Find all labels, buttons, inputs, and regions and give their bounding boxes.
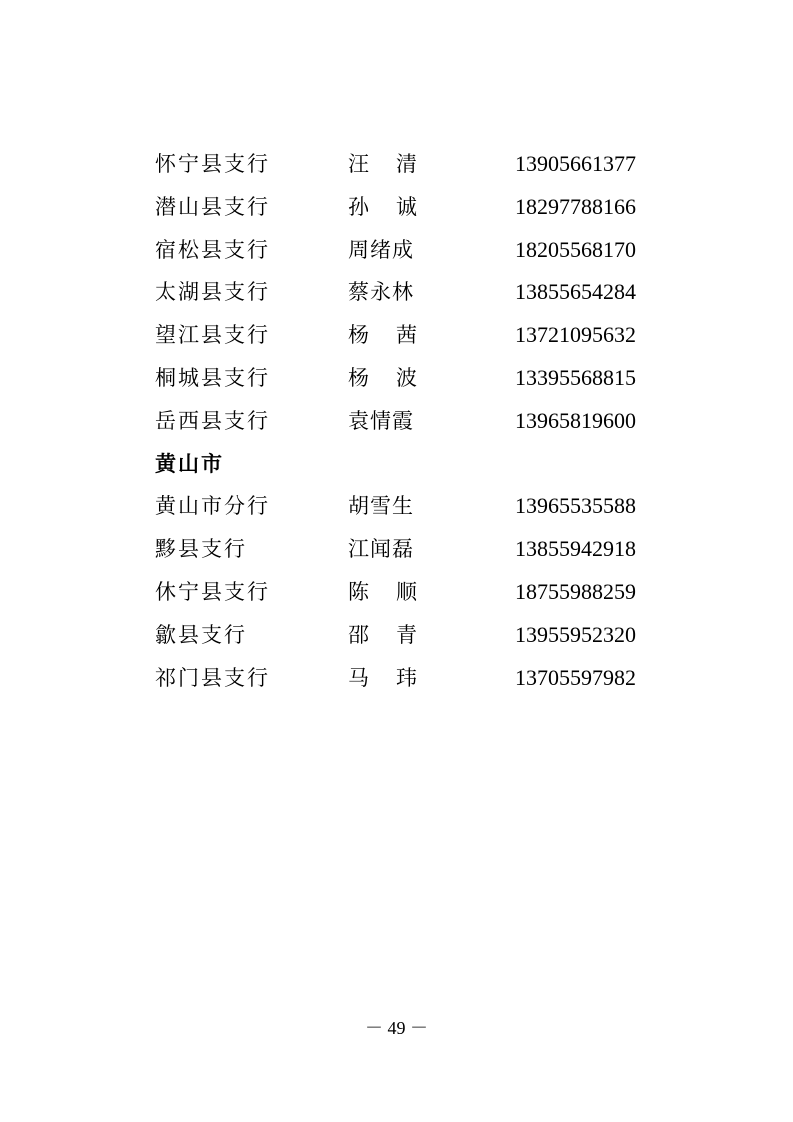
contact-row xyxy=(155,271,675,314)
contact-row xyxy=(155,229,675,272)
phone-number: 13955952320 xyxy=(515,621,636,647)
branch-name: 潜山县支行 xyxy=(155,194,270,219)
branch-name: 休宁县支行 xyxy=(155,579,270,604)
phone-number: 13905661377 xyxy=(515,151,636,176)
page-number: － 49 － xyxy=(365,1018,428,1038)
phone-number: 13395568815 xyxy=(515,364,636,390)
branch-name: 黄山市分行 xyxy=(155,494,270,519)
phone-number: 13965535588 xyxy=(515,493,636,519)
contact-person: 马 玮 xyxy=(348,665,417,690)
phone-number: 13855654284 xyxy=(515,279,636,305)
contact-person: 杨 波 xyxy=(348,365,417,390)
phone-number: 18755988259 xyxy=(515,578,636,604)
contact-row xyxy=(155,186,675,229)
contact-row xyxy=(155,357,675,400)
contact-person: 孙 诚 xyxy=(348,194,417,219)
contact-list xyxy=(155,143,675,699)
section-heading: 黄山市 xyxy=(155,451,224,476)
contact-row xyxy=(155,571,675,614)
contact-row xyxy=(155,528,675,571)
branch-name: 歙县支行 xyxy=(155,622,247,647)
phone-number: 13965819600 xyxy=(515,407,636,433)
contact-row xyxy=(155,657,675,700)
contact-row xyxy=(155,143,675,186)
contact-row xyxy=(155,614,675,657)
phone-number: 13705597982 xyxy=(515,664,636,690)
branch-name: 宿松县支行 xyxy=(155,237,270,262)
contact-person: 陈 顺 xyxy=(348,579,417,604)
branch-name: 太湖县支行 xyxy=(155,280,270,305)
branch-name: 怀宁县支行 xyxy=(155,152,270,176)
section-heading-row xyxy=(155,443,675,486)
phone-number: 13855942918 xyxy=(515,536,636,562)
branch-name: 黟县支行 xyxy=(155,537,247,562)
phone-number: 13721095632 xyxy=(515,322,636,348)
branch-name: 望江县支行 xyxy=(155,323,270,348)
contact-person: 杨 茜 xyxy=(348,323,417,348)
phone-number: 18297788166 xyxy=(515,193,636,219)
contact-person: 汪 清 xyxy=(348,152,417,176)
branch-name: 岳西县支行 xyxy=(155,408,270,433)
contact-person: 邵 青 xyxy=(348,622,417,647)
contact-person: 周绪成 xyxy=(348,237,414,262)
contact-person: 袁情霞 xyxy=(348,408,414,433)
contact-row xyxy=(155,400,675,443)
phone-number: 18205568170 xyxy=(515,236,636,262)
branch-name: 祁门县支行 xyxy=(155,665,270,690)
contact-row xyxy=(155,485,675,528)
contact-person: 江闻磊 xyxy=(348,537,414,562)
contact-person: 胡雪生 xyxy=(348,494,414,519)
branch-name: 桐城县支行 xyxy=(155,365,270,390)
contact-person: 蔡永林 xyxy=(348,280,414,305)
contact-row xyxy=(155,314,675,357)
